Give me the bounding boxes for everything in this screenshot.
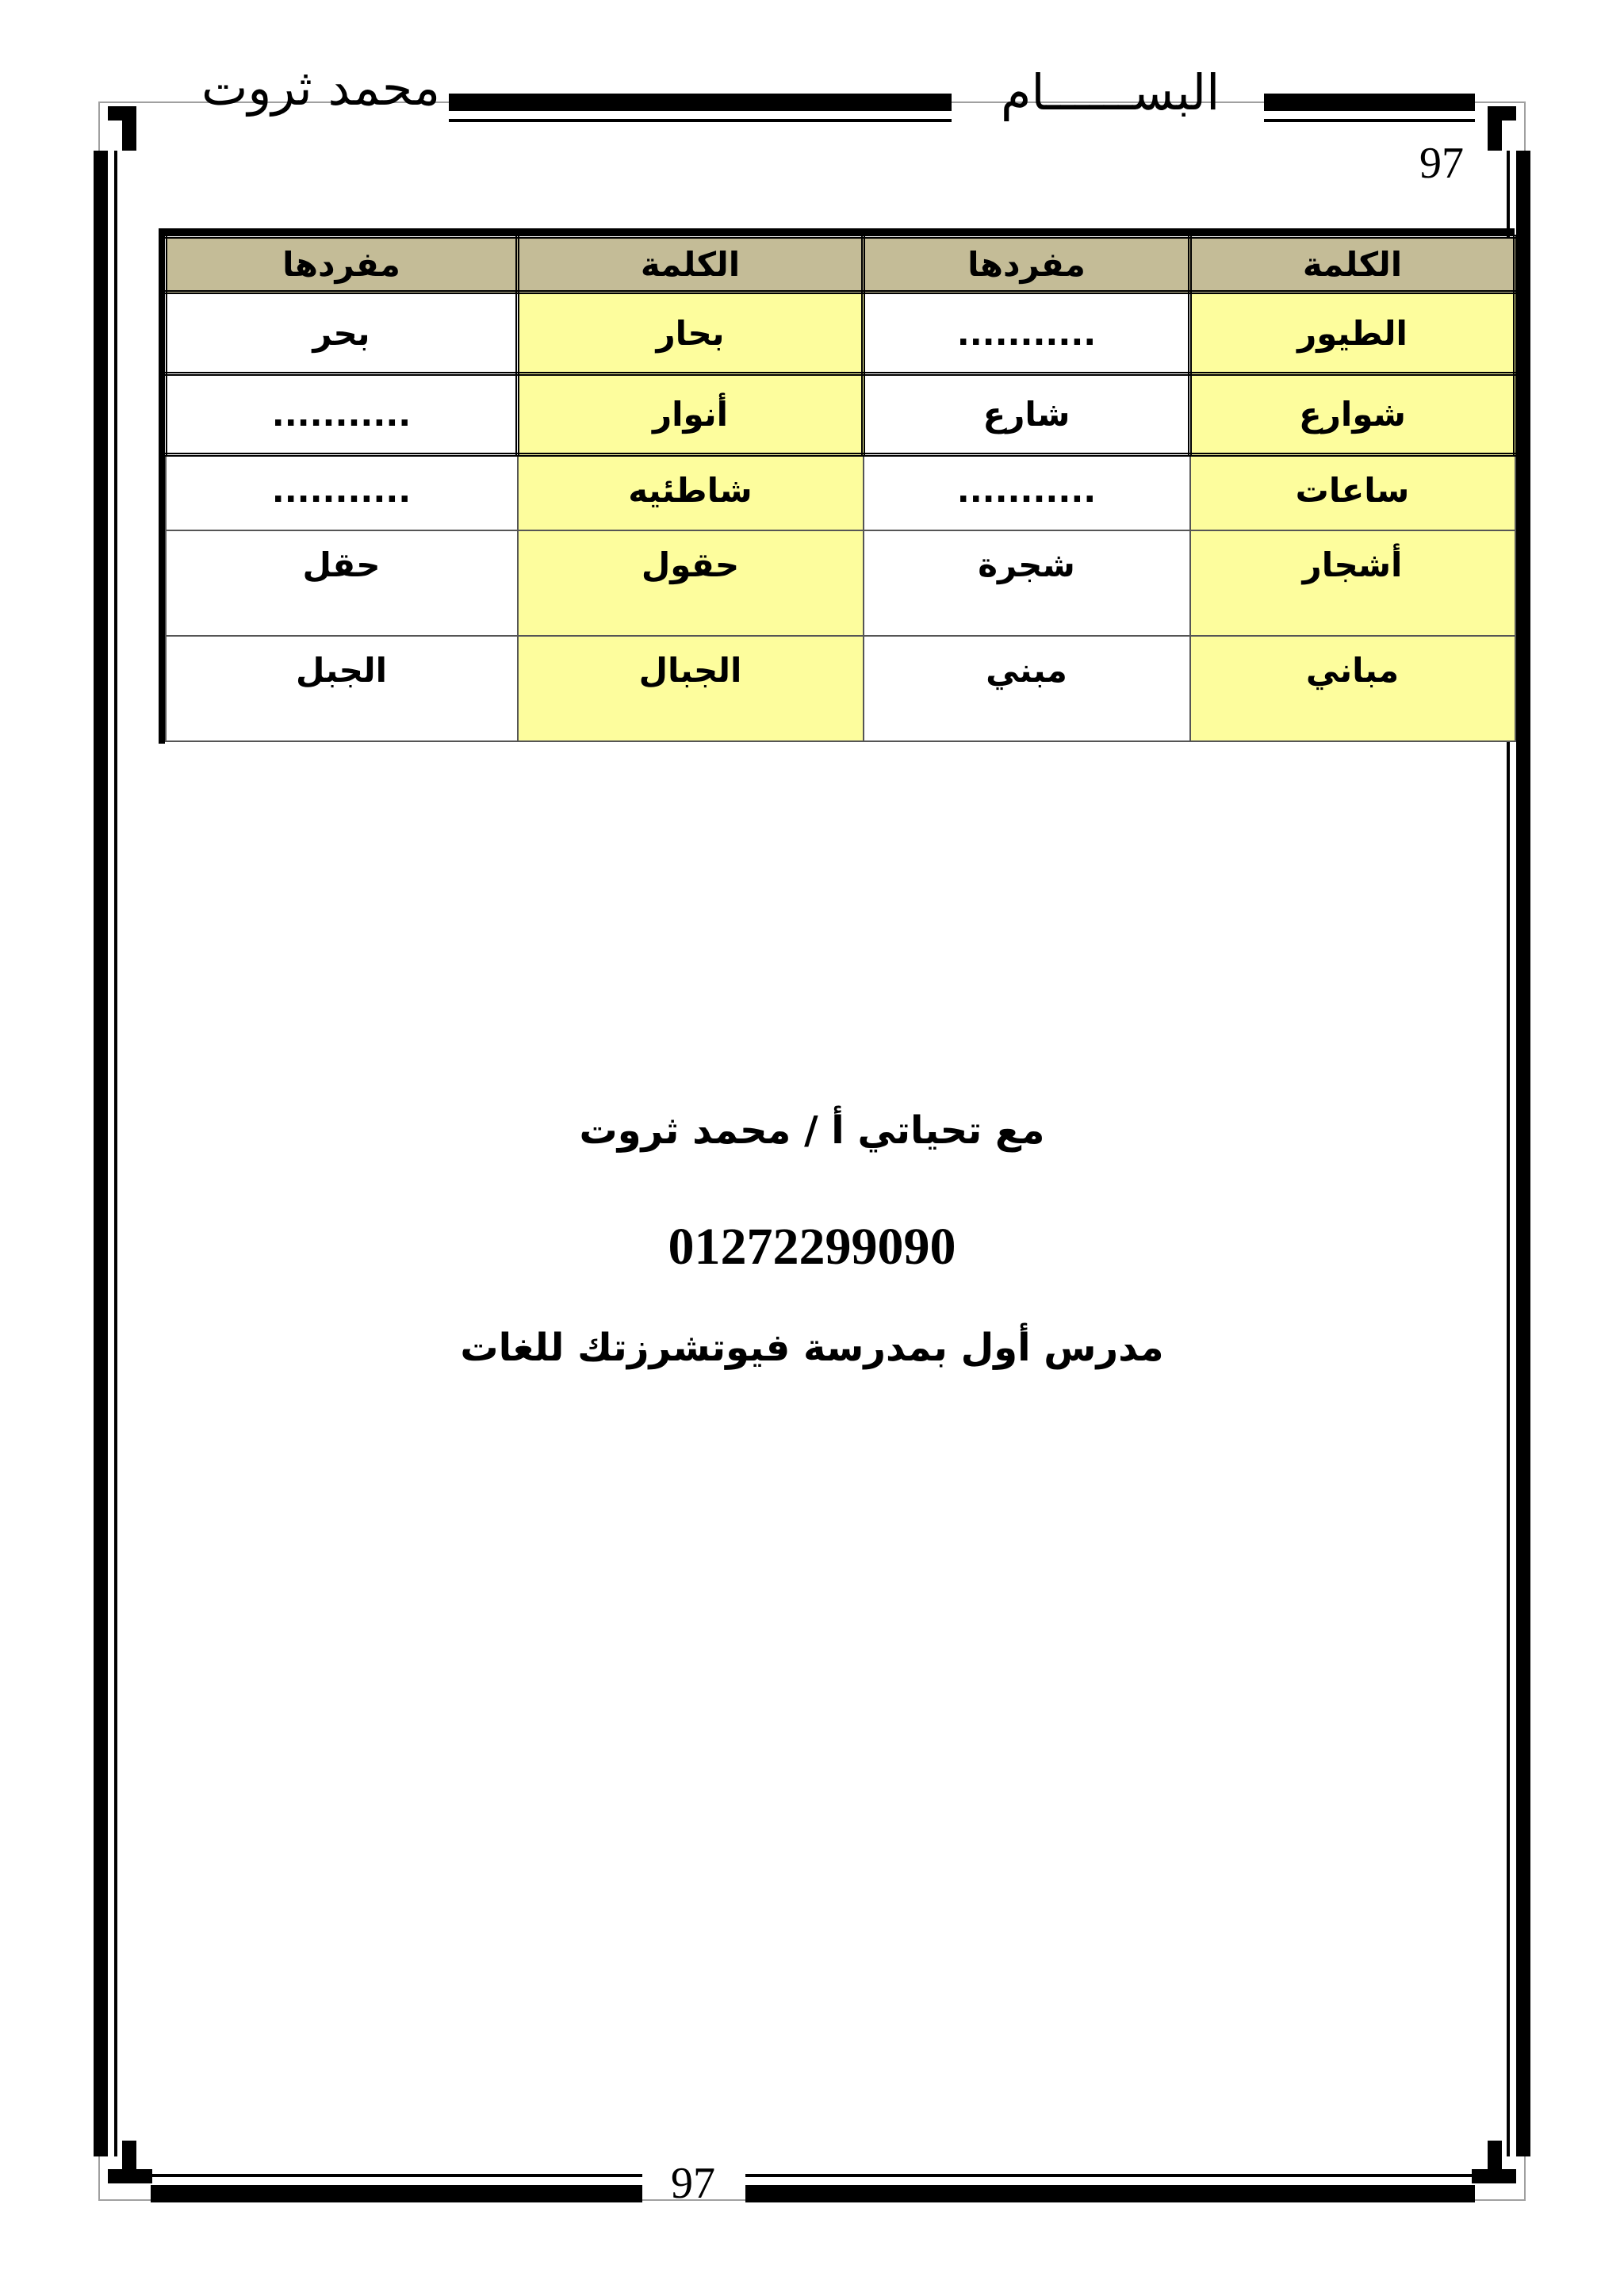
table-row	[166, 454, 1515, 530]
singular-cell: الجبل	[166, 636, 518, 741]
singular-cell: ...........	[166, 454, 518, 530]
footer-page-number: 97	[671, 2159, 715, 2208]
header-rule-left-thick	[449, 94, 952, 111]
table-row	[166, 293, 1515, 373]
singular-cell: حقل	[166, 530, 518, 636]
word-cell: بحار	[518, 293, 864, 373]
singular-cell: بحر	[166, 293, 518, 373]
table-row	[166, 373, 1515, 454]
frame-left-thin	[114, 151, 117, 2156]
frame-corner-bottom-right-v	[1488, 2141, 1502, 2183]
vocabulary-table	[163, 235, 1517, 742]
table-row	[166, 530, 1515, 636]
word-cell: أشجار	[1190, 530, 1515, 636]
footer-rule-left-thick	[151, 2185, 642, 2202]
frame-right-thick	[1516, 151, 1530, 2156]
frame-corner-top-right-v	[1488, 106, 1502, 151]
singular-cell: ...........	[864, 454, 1190, 530]
footer-rule-right-thick	[745, 2185, 1475, 2202]
singular-cell: مبني	[864, 636, 1190, 741]
header-cell: الكلمة	[518, 237, 864, 293]
word-cell: ساعات	[1190, 454, 1515, 530]
word-cell: الطيور	[1190, 293, 1515, 373]
header-rule-right-thick	[1264, 94, 1475, 111]
frame-left-thick	[94, 151, 108, 2156]
header-cell: الكلمة	[1190, 237, 1515, 293]
book-title: البســــــام	[1001, 63, 1220, 121]
header-rule-right-thin	[1264, 119, 1475, 122]
frame-corner-bottom-left-v	[122, 2141, 136, 2183]
singular-cell: ...........	[864, 293, 1190, 373]
word-cell: حقول	[518, 530, 864, 636]
footer-rule-left-thin	[151, 2174, 642, 2177]
singular-cell: ...........	[166, 373, 518, 454]
table-row	[166, 636, 1515, 741]
word-cell: الجبال	[518, 636, 864, 741]
word-cell: شاطئيه	[518, 454, 864, 530]
header-page-number: 97	[1419, 139, 1464, 188]
word-cell: مباني	[1190, 636, 1515, 741]
table-header-row	[166, 237, 1515, 293]
author-name: محمد ثروت	[201, 59, 441, 117]
header-rule-left-thin	[449, 119, 952, 122]
phone-number: 01272299090	[668, 1218, 956, 1276]
header-cell: مفردها	[166, 237, 518, 293]
singular-cell: شارع	[864, 373, 1190, 454]
word-cell: أنوار	[518, 373, 864, 454]
teacher-title: مدرس أول بمدرسة فيوتشرزتك للغات	[460, 1326, 1164, 1370]
header-cell: مفردها	[864, 237, 1190, 293]
word-cell: شوارع	[1190, 373, 1515, 454]
singular-cell: شجرة	[864, 530, 1190, 636]
greeting-text: مع تحياتي أ / محمد ثروت	[579, 1108, 1045, 1153]
footer-rule-right-thin	[745, 2174, 1475, 2177]
frame-corner-top-left-v	[122, 106, 136, 151]
